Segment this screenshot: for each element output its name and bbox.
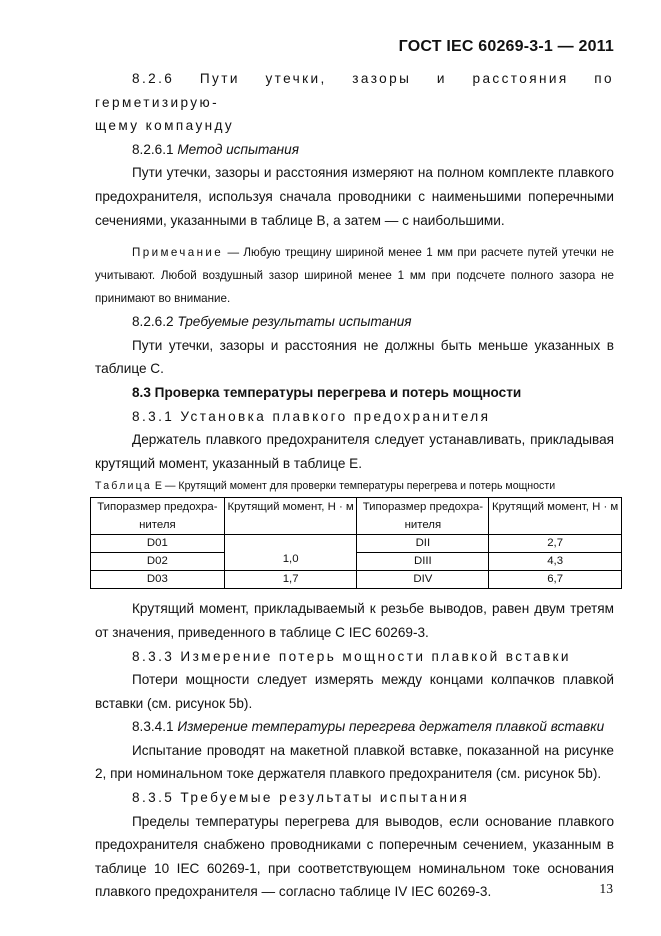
table-cell: D03 bbox=[91, 571, 225, 589]
table-cell: 1,7 bbox=[224, 571, 357, 589]
section-8-2-6-1-heading bbox=[95, 138, 614, 162]
section-number: 8.2.6.2 bbox=[132, 314, 174, 330]
paragraph: Держатель плавкого предохранителя следует устанавливать, прикладывая крутящий момент, указанный в таблице E. bbox=[95, 432, 614, 471]
table-row bbox=[91, 571, 622, 589]
section-8-2-6-2-heading bbox=[95, 310, 614, 334]
table-cell: DII bbox=[357, 535, 489, 553]
paragraph: Пути утечки, зазоры и расстояния не должны быть меньше указанных в таблице С. bbox=[95, 337, 614, 377]
document-header: ГОСТ IEC 60269-3-1 — 2011 bbox=[398, 38, 614, 55]
paragraph: Крутящий момент, прикладываемый к резьбе выводов, равен двум третям от значения, приведенного в таблице С IEC 60269-3. bbox=[95, 601, 614, 640]
section-8-2-6-title-line2: щему компаунду bbox=[95, 118, 235, 134]
section-8-3-3-heading: 8.3.3 Измерение потерь мощности плавкой вставки bbox=[132, 648, 571, 664]
table-header-cell: Крутящий момент, Н · м bbox=[489, 498, 622, 535]
table-cell: 6,7 bbox=[489, 571, 622, 589]
paragraph: Испытание проводят на макетной плавкой вставке, показанной на рисунке 2, при номинальном токе держателя плавкого предохранителя (см. рисунок 5b). bbox=[95, 742, 614, 782]
section-8-3-heading: 8.3 Проверка температуры перегрева и потерь мощности bbox=[132, 384, 522, 400]
table-cell-merged: 1,0 bbox=[224, 535, 357, 571]
table-cell: DIV bbox=[357, 571, 489, 589]
table-cell: D02 bbox=[91, 553, 225, 571]
table-header-row bbox=[91, 498, 622, 535]
paragraph: Потери мощности следует измерять между концами колпачков плавкой вставки (см. рисунок 5b). bbox=[95, 672, 614, 711]
section-8-2-6-title-line1: 8.2.6 Пути утечки, зазоры и расстояния по герметизирую- bbox=[95, 71, 614, 110]
page-content bbox=[95, 67, 619, 904]
paragraph: Пределы температуры перегрева для выводов, если основание плавкого предохранителя снабжено проводниками с поперечным сечением, указанным в таблице 10 IEC 60269-1, при соответствующем номинальном токе основания плавкого предохранителя — согласно таблице IV IEC 60269-3. bbox=[95, 813, 614, 900]
table-caption-label: Таблица bbox=[95, 480, 152, 493]
table-cell: DIII bbox=[357, 553, 489, 571]
table-caption-text: E — Крутящий момент для проверки температуры перегрева и потерь мощности bbox=[151, 480, 556, 493]
section-8-3-1-heading: 8.3.1 Установка плавкого предохранителя bbox=[132, 408, 491, 424]
section-title: Требуемые результаты испытания bbox=[177, 314, 412, 330]
table-row bbox=[91, 535, 622, 553]
table-header-cell: Крутящий момент, Н · м bbox=[224, 498, 357, 535]
note-label: Примечание bbox=[132, 246, 224, 260]
table-caption bbox=[95, 477, 614, 495]
table-row bbox=[91, 553, 622, 571]
table-header-cell: Типоразмер предохра-нителя bbox=[91, 498, 225, 535]
table-cell: 2,7 bbox=[489, 535, 622, 553]
section-number: 8.2.6.1 bbox=[132, 141, 174, 157]
page-number: 13 bbox=[599, 881, 613, 896]
torque-table bbox=[90, 497, 622, 589]
table-cell: 4,3 bbox=[489, 553, 622, 571]
section-8-3-5-heading: 8.3.5 Требуемые результаты испытания bbox=[132, 790, 470, 806]
section-number: 8.3.4.1 bbox=[132, 719, 174, 735]
section-8-3-4-1-heading bbox=[95, 715, 614, 739]
paragraph: Пути утечки, зазоры и расстояния измеряют на полном комплекте плавкого предохранителя, используя сначала проводники с наименьшими поперечными сечениями, указанными в таблице B, а затем — с наибольшими. bbox=[95, 165, 614, 228]
table-cell: D01 bbox=[91, 535, 225, 553]
section-title: Измерение температуры перегрева держателя плавкой вставки bbox=[177, 719, 605, 735]
table-header-cell: Типоразмер предохра-нителя bbox=[357, 498, 489, 535]
note-text: — Любую трещину шириной менее 1 мм при расчете путей утечки не учитывают. Любой воздушный зазор шириной менее 1 мм при подсчете полного зазора не принимают во внимание. bbox=[95, 246, 614, 306]
section-title: Метод испытания bbox=[177, 141, 299, 157]
note bbox=[95, 241, 614, 310]
